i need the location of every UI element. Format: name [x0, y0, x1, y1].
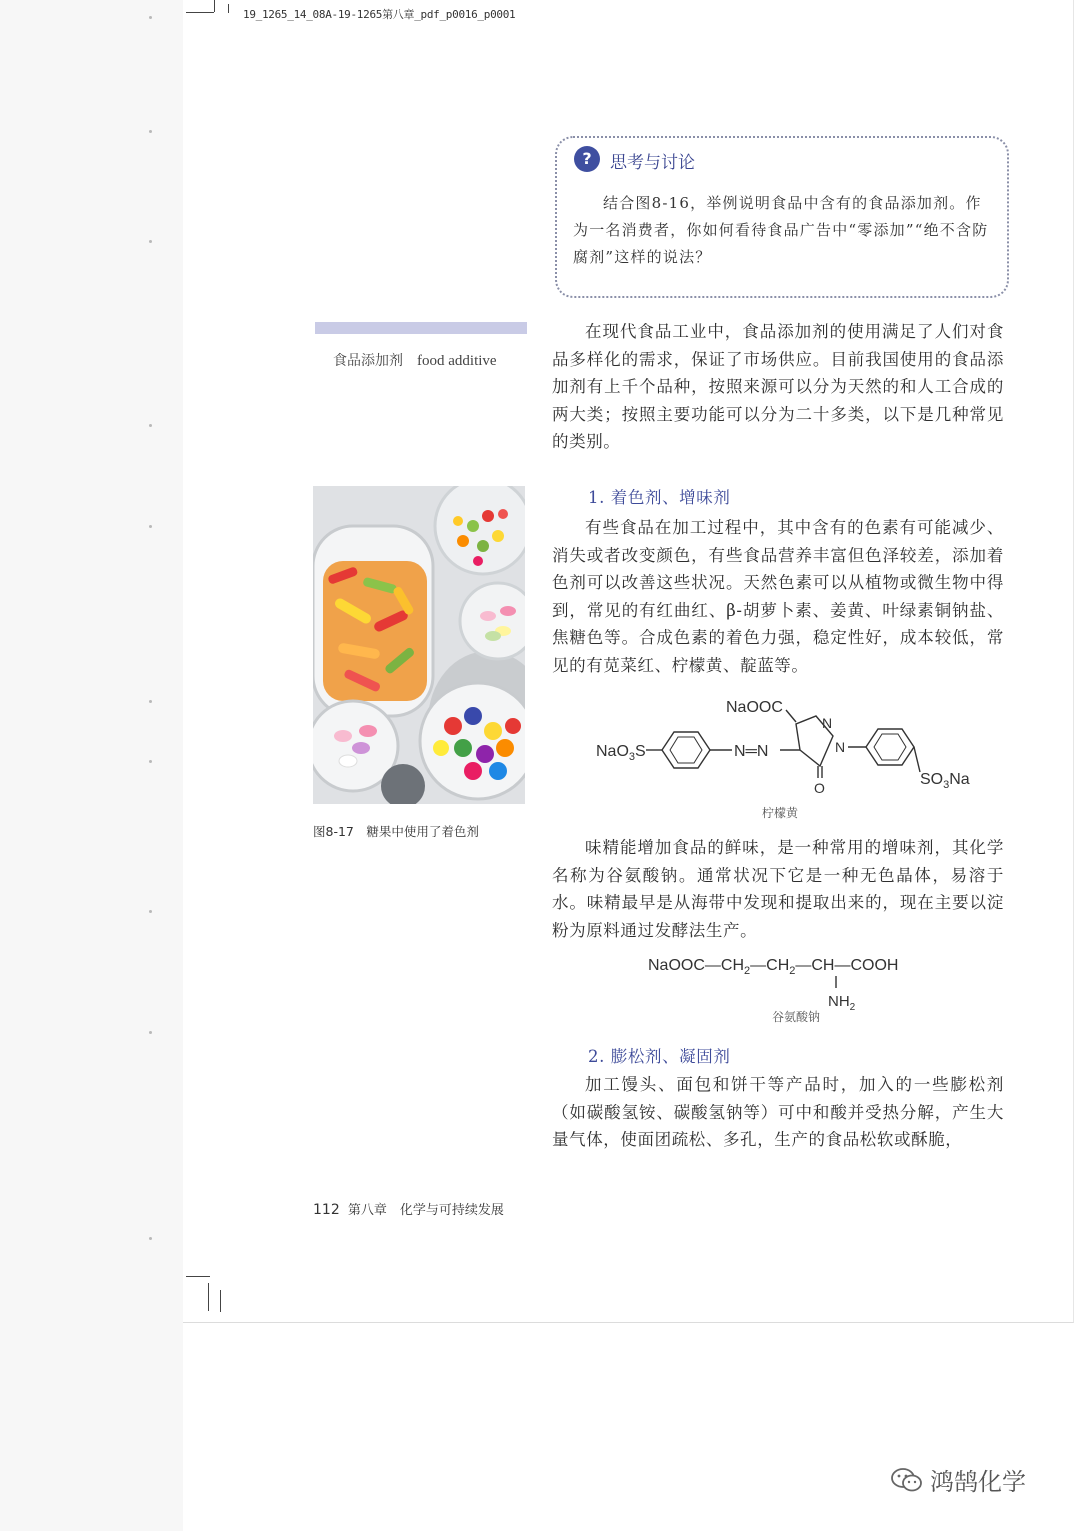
crop-mark: [214, 0, 215, 12]
page-footer: [313, 1199, 504, 1218]
section-heading-1: 1. 着色剂、增味剂: [588, 488, 731, 507]
file-label: 19_1265_14_08A-19-1265第八章_pdf_p0016_p0001: [243, 8, 516, 21]
scan-dot: [149, 1031, 152, 1034]
scan-dot: [149, 910, 152, 913]
intro-paragraph: 在现代食品工业中，食品添加剂的使用满足了人们对食品多样化的需求，保证了市场供应。目前我国使用的食品添加剂有上千个品种，按照来源可以分为天然的和人工合成的两大类；按照主要功能可以分为二十多类，以下是几种常见的类别。: [552, 322, 1004, 451]
crop-mark: [186, 1276, 210, 1277]
msg-structure: [646, 950, 946, 1012]
leavening-paragraph: 加工馒头、面包和饼干等产品时，加入的一些膨松剂（如碳酸氢铵、碳酸氢钠等）可中和酸并受热分解，产生大量气体，使面团疏松、多孔，生产的食品松软或酥脆，: [552, 1075, 1004, 1149]
crop-mark: [228, 4, 229, 13]
structure-ring-n2: N: [835, 739, 846, 755]
section-heading-2: 2. 膨松剂、凝固剂: [588, 1047, 731, 1066]
figure-caption: 图8-17 糖果中使用了着色剂: [313, 824, 479, 839]
crop-mark: [208, 1283, 209, 1311]
scan-dot: [149, 240, 152, 243]
structure-azo: N═N: [734, 743, 769, 760]
structure-ring-n1: N: [822, 715, 833, 731]
structure-group-top: NaOOC: [726, 699, 783, 716]
watermark: [890, 1462, 1026, 1497]
candy-jars-photo: [313, 486, 525, 804]
scan-dot: [149, 760, 152, 763]
structure-branch: $NH_2$: [828, 993, 856, 1012]
chapter-title: 第八章 化学与可持续发展: [347, 1203, 504, 1218]
scan-dot: [149, 525, 152, 528]
keyword-bar: [315, 322, 527, 334]
structure-label-tartrazine: 柠檬黄: [762, 806, 799, 820]
scan-dot: [149, 700, 152, 703]
structure-formula: $NaOOC—CH_2—CH_2—CH—COOH$: [648, 957, 899, 977]
crop-mark: [220, 1290, 221, 1312]
scan-dot: [149, 130, 152, 133]
msg-paragraph: 味精能增加食品的鲜味，是一种常用的增味剂，其化学名称为谷氨酸钠。通常状况下它是一种无色晶体，易溶于水。味精最早是从海带中发现和提取出来的，现在主要以淀粉为原料通过发酵法生产。: [552, 838, 1004, 940]
structure-keto-o: O: [814, 780, 825, 796]
tartrazine-structure: [590, 692, 990, 798]
discussion-title: 思考与讨论: [610, 153, 695, 173]
keyword-zh: 食品添加剂: [333, 353, 403, 369]
keyword: [333, 350, 497, 370]
colorant-paragraph: 有些食品在加工过程中，其中含有的色素有可能减少、消失或者改变颜色，有些食品营养丰富但色泽较差，添加着色剂可以改善这些状况。天然色素可以从植物或微生物中得到，常见的有红曲红、β-胡萝卜素、姜黄、叶绿素铜钠盐、焦糖色等。合成色素的着色力强，稳定性好，成本较低，常见的有苋菜红、柠檬黄、靛蓝等。: [552, 518, 1004, 675]
page-number: 112: [313, 1202, 340, 1218]
scan-dot: [149, 1237, 152, 1240]
question-bubble-icon: ?: [574, 146, 600, 172]
scan-dot: [149, 424, 152, 427]
crop-mark: [186, 12, 214, 13]
structure-group-right: $SO_3Na$: [920, 771, 970, 791]
keyword-en: food additive: [417, 353, 497, 369]
discussion-text: 结合图8-16，举例说明食品中含有的食品添加剂。作为一名消费者，你如何看待食品广告中“零添加”“绝不含防腐剂”这样的说法？: [573, 194, 989, 266]
structure-label-msg: 谷氨酸钠: [772, 1010, 821, 1024]
wechat-icon: [890, 1466, 924, 1494]
watermark-text: 鸿鹄化学: [930, 1468, 1026, 1496]
scan-dot: [149, 16, 152, 19]
scan-margin: [0, 0, 183, 1531]
structure-group-left: NaO$_3$S: [596, 743, 646, 763]
